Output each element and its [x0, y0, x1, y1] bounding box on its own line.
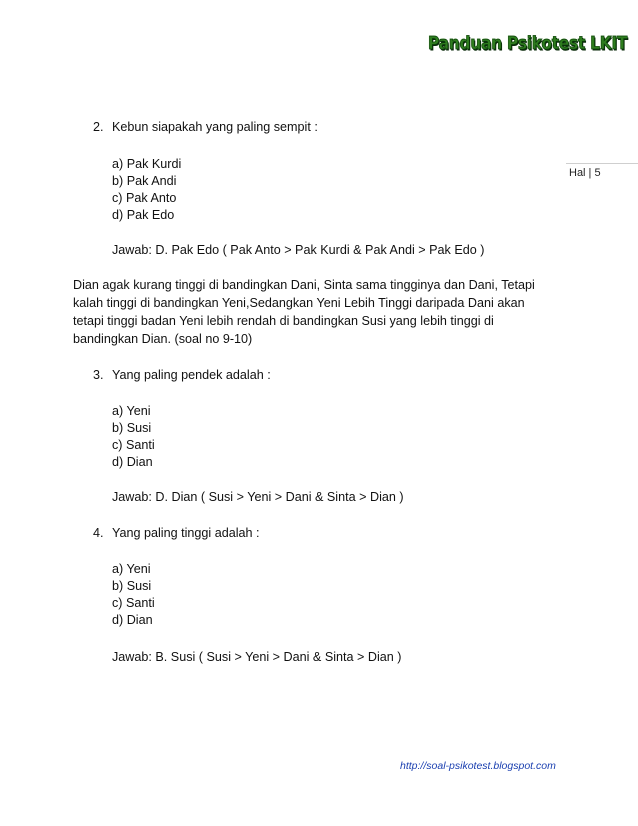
footer-url-link[interactable]: http://soal-psikotest.blogspot.com — [400, 760, 556, 772]
question-3-option-d: d) Dian — [112, 455, 153, 469]
passage-line-1: Dian agak kurang tinggi di bandingkan Dani, Sinta sama tingginya dan Dani, Tetapi — [73, 278, 535, 292]
question-4-answer: Jawab: B. Susi ( Susi > Yeni > Dani & Sinta > Dian ) — [112, 650, 402, 664]
passage-line-3: tetapi tinggi badan Yeni lebih rendah di bandingkan Susi yang lebih tinggi di — [73, 314, 494, 328]
question-2-option-a: a) Pak Kurdi — [112, 157, 182, 171]
question-4-number: 4. — [93, 526, 104, 540]
header-logo: Panduan Psikotest LKIT — [428, 33, 628, 54]
question-4-option-d: d) Dian — [112, 613, 153, 627]
question-3-option-c: c) Santi — [112, 438, 155, 452]
question-2-answer: Jawab: D. Pak Edo ( Pak Anto > Pak Kurdi & Pak Andi > Pak Edo ) — [112, 243, 485, 257]
question-3-number: 3. — [93, 368, 104, 382]
question-2-option-d: d) Pak Edo — [112, 208, 175, 222]
question-2-option-b: b) Pak Andi — [112, 174, 177, 188]
question-3-option-b: b) Susi — [112, 421, 152, 435]
page-number: Hal | 5 — [569, 167, 601, 179]
question-4-option-c: c) Santi — [112, 596, 155, 610]
question-2-number: 2. — [93, 120, 104, 134]
passage-line-2: kalah tinggi di bandingkan Yeni,Sedangkan Yeni Lebih Tinggi daripada Dani akan — [73, 296, 525, 310]
question-3-answer: Jawab: D. Dian ( Susi > Yeni > Dani & Sinta > Dian ) — [112, 490, 404, 504]
question-2-option-c: c) Pak Anto — [112, 191, 177, 205]
question-2-text: Kebun siapakah yang paling sempit : — [112, 120, 318, 134]
question-4-text: Yang paling tinggi adalah : — [112, 526, 260, 540]
question-4-option-b: b) Susi — [112, 579, 152, 593]
question-4-option-a: a) Yeni — [112, 562, 151, 576]
question-3-text: Yang paling pendek adalah : — [112, 368, 271, 382]
page-number-rule — [566, 163, 638, 164]
question-3-option-a: a) Yeni — [112, 404, 151, 418]
passage-line-4: bandingkan Dian. (soal no 9-10) — [73, 332, 253, 346]
